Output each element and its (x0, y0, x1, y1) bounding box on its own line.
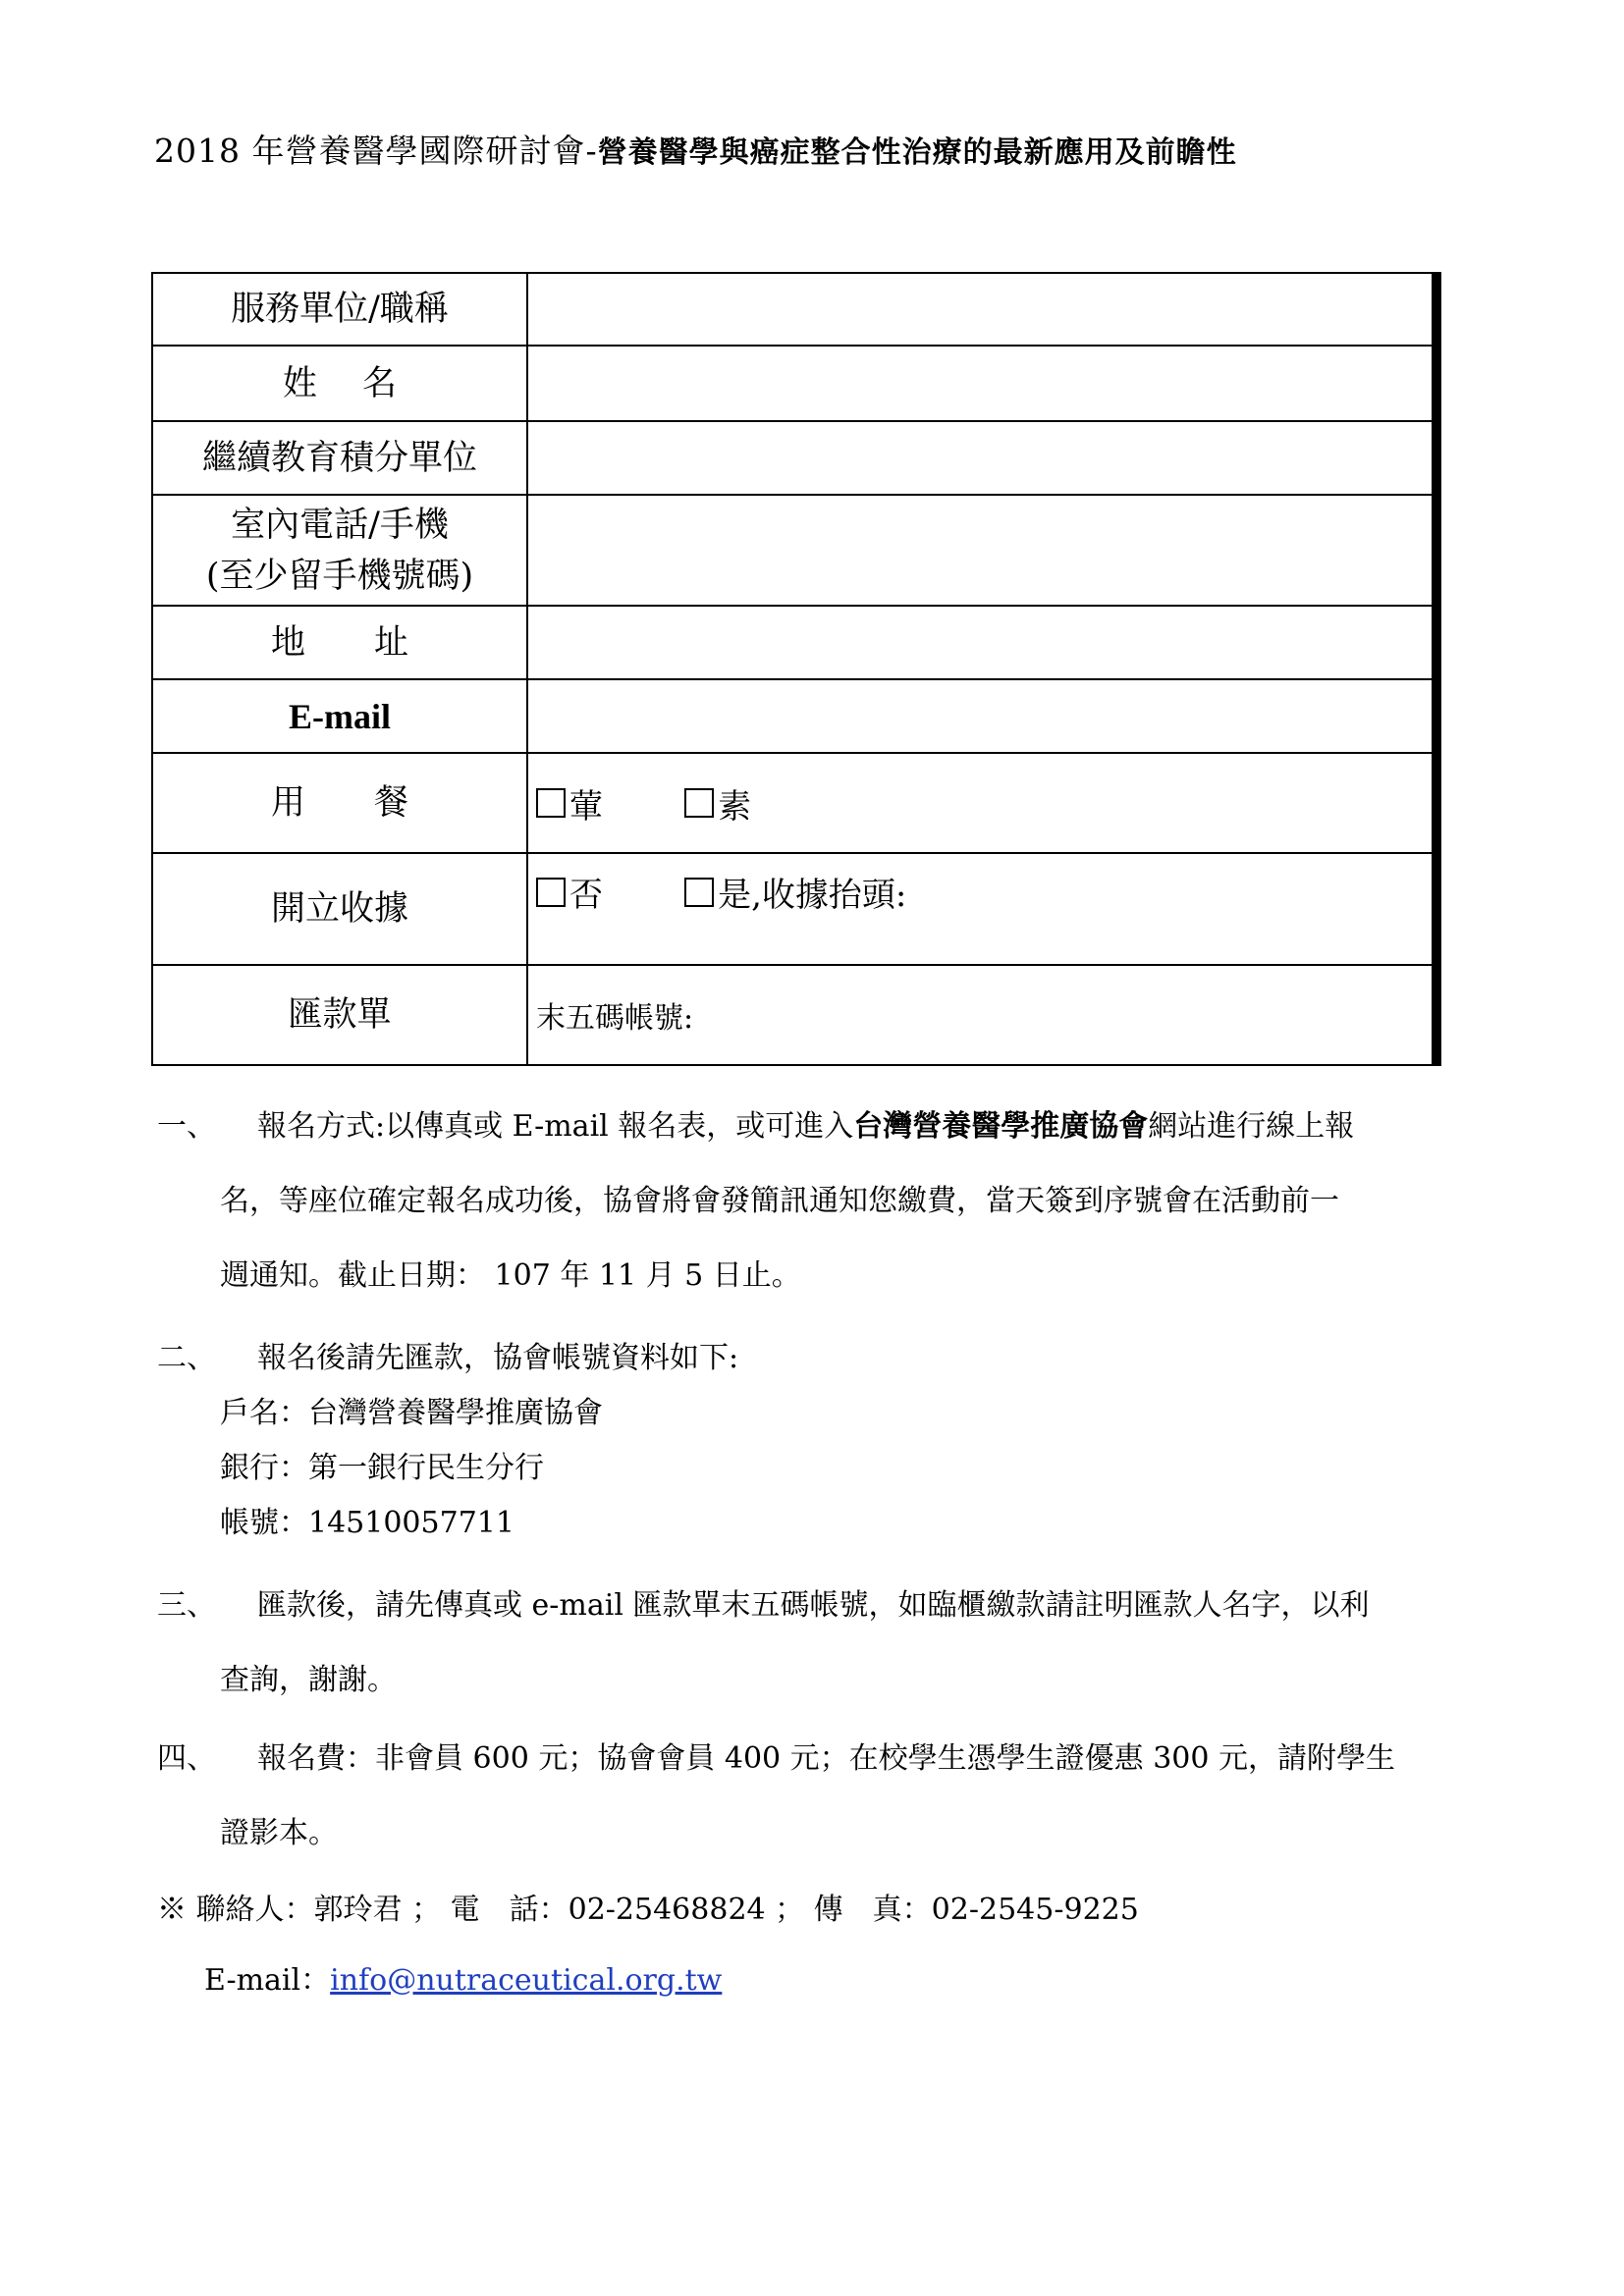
note4-line1: 報名費：非會員 600 元；協會會員 400 元；在校學生憑學生證優惠 300 元，請附學生 (257, 1741, 1395, 1776)
receipt-yes-label: 是,收據抬頭: (718, 876, 907, 915)
label-meal: 用 餐 (152, 753, 527, 853)
page-title (154, 126, 1237, 172)
checkbox-no[interactable] (536, 878, 566, 907)
note1-text-a: 報名方式:以傳真或 E-mail 報名表，或可進入 (257, 1109, 854, 1144)
title-prefix: 2018 年營養醫學國際研討會- (154, 132, 598, 170)
label-phone-line2: (至少留手機號碼) (205, 556, 474, 596)
row-remittance (152, 965, 1436, 1065)
association-name: 台灣營養醫學推廣協會 (853, 1109, 1149, 1144)
row-email (152, 679, 1436, 753)
note1-text-c: 網站進行線上報 (1148, 1109, 1355, 1144)
label-credit-unit: 繼續教育積分單位 (152, 421, 527, 495)
row-phone (152, 495, 1436, 606)
remittance-hint: 末五碼帳號: (536, 1001, 694, 1036)
meal-vegetarian-label: 素 (718, 786, 752, 827)
checkbox-vegetarian[interactable] (684, 788, 714, 818)
label-organization: 服務單位/職稱 (152, 273, 527, 346)
meal-option-meat[interactable] (536, 779, 603, 828)
checkbox-yes[interactable] (684, 878, 714, 907)
label-address: 地 址 (152, 606, 527, 679)
row-credit-unit (152, 421, 1436, 495)
contact-email-label: E-mail： (204, 1963, 331, 1998)
credit-unit-field[interactable] (527, 421, 1436, 495)
label-name: 姓 名 (152, 346, 527, 421)
row-meal (152, 753, 1436, 853)
row-organization (152, 273, 1436, 346)
receipt-option-yes[interactable] (684, 868, 906, 916)
note2-account-name: 戶名：台灣營養醫學推廣協會 (220, 1396, 603, 1430)
note2-bank: 銀行：第一銀行民生分行 (220, 1451, 544, 1485)
address-field[interactable] (527, 606, 1436, 679)
checkbox-meat[interactable] (536, 788, 566, 818)
label-receipt: 開立收據 (152, 853, 527, 965)
note3-number: 三、 (157, 1588, 216, 1623)
note1-line2: 名，等座位確定報名成功後，協會將會發簡訊通知您繳費，當天簽到序號會在活動前一 (220, 1184, 1339, 1218)
remittance-field[interactable] (527, 965, 1436, 1065)
note2-account-number: 帳號：14510057711 (220, 1506, 514, 1540)
name-field[interactable] (527, 346, 1436, 421)
contact-email-link[interactable]: info@nutraceutical.org.tw (330, 1963, 723, 1998)
receipt-option-no[interactable] (536, 868, 603, 916)
label-phone-line1: 室內電話/手機 (231, 505, 449, 545)
note4-number: 四、 (157, 1741, 216, 1776)
meal-options (527, 753, 1436, 853)
note3-line1: 匯款後，請先傳真或 e-mail 匯款單末五碼帳號，如臨櫃繳款請註明匯款人名字，以利 (257, 1588, 1370, 1623)
title-topic: 營養醫學與癌症整合性治療的最新應用及前瞻性 (597, 135, 1237, 170)
row-name (152, 346, 1436, 421)
note2-line1: 報名後請先匯款，協會帳號資料如下: (257, 1341, 739, 1375)
row-receipt (152, 853, 1436, 965)
email-field[interactable] (527, 679, 1436, 753)
contact-email-line (204, 1955, 722, 1999)
note4-line2: 證影本。 (220, 1816, 338, 1850)
label-phone (152, 495, 527, 606)
contact-info: ※ 聯絡人：郭玲君 ； 電 話：02-25468824 ； 傳 真：02-2545-9225 (157, 1893, 1139, 1927)
label-email: E-mail (152, 679, 527, 753)
note2-number: 二、 (157, 1341, 216, 1375)
organization-field[interactable] (527, 273, 1436, 346)
row-address (152, 606, 1436, 679)
meal-meat-label: 葷 (569, 786, 603, 827)
registration-form (151, 272, 1441, 1066)
note1-line1 (257, 1101, 1354, 1145)
meal-option-vegetarian[interactable] (684, 779, 751, 828)
note1-number: 一、 (157, 1109, 216, 1144)
receipt-options (527, 853, 1436, 965)
label-remittance: 匯款單 (152, 965, 527, 1065)
note1-line3: 週通知。截止日期： 107 年 11 月 5 日止。 (220, 1258, 801, 1293)
note3-line2: 查詢，謝謝。 (220, 1663, 397, 1697)
receipt-no-label: 否 (569, 876, 603, 915)
phone-field[interactable] (527, 495, 1436, 606)
